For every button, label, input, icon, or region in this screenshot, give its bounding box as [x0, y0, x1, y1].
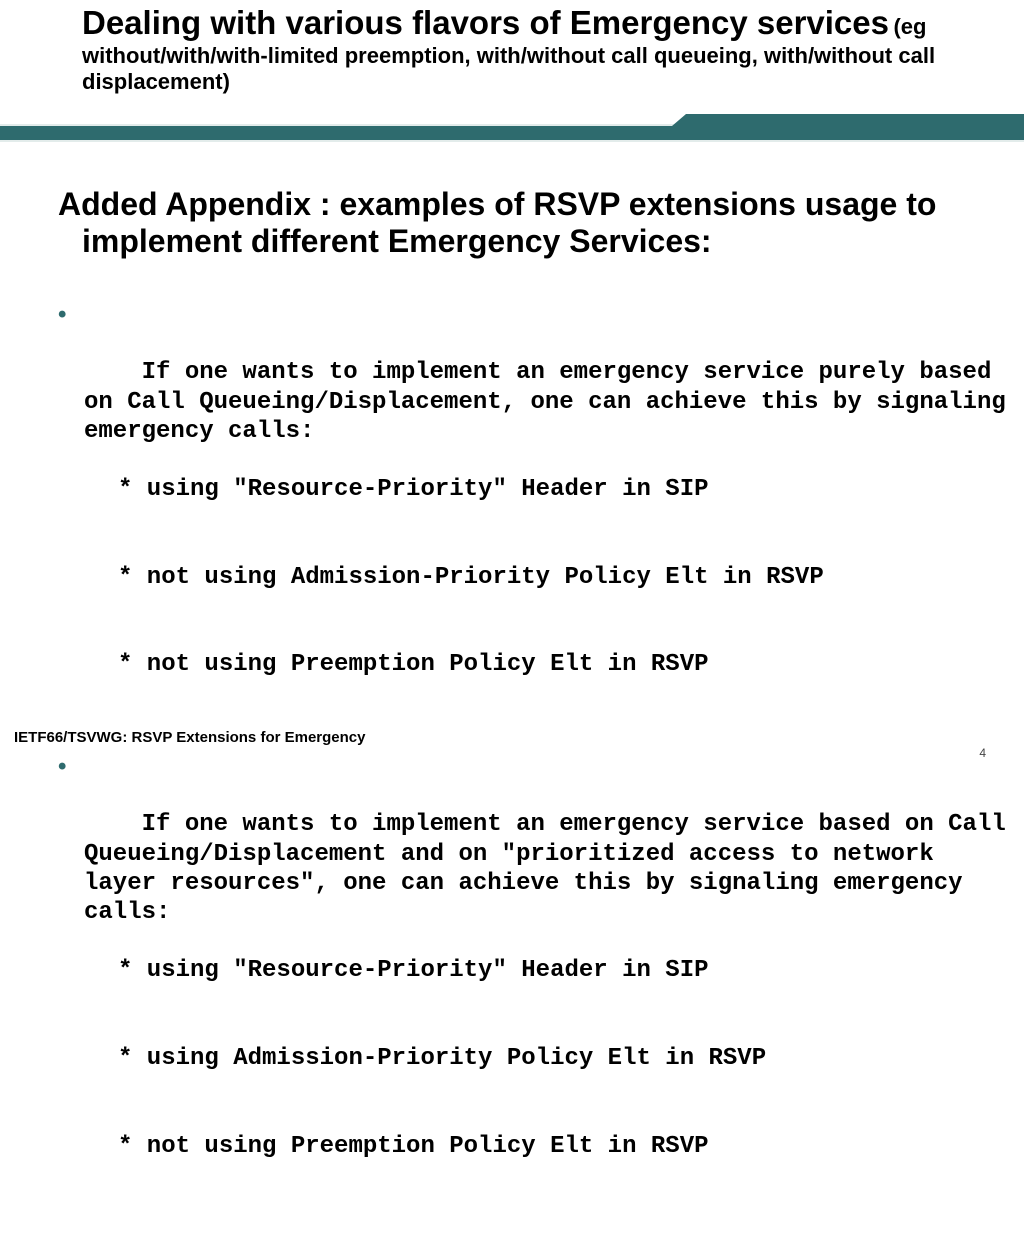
slide-title-sub: (eg without/with/with-limited preemption, with/without call queueing, with/without call displacement) — [82, 14, 936, 94]
bullet-dot-icon: • — [58, 753, 67, 781]
slide-footer: IETF66/TSVWG: RSVP Extensions for Emergency — [14, 729, 366, 746]
bullet-subitem: * using Admission-Priority Policy Elt in RSVP — [118, 1045, 767, 1073]
slide-title — [82, 4, 992, 95]
title-divider-bar — [0, 112, 1024, 142]
bullet-subitem: * not using Preemption Policy Elt in RSVP — [118, 1132, 709, 1160]
bullet-subitem: * using "Resource-Priority" Header in SIP — [118, 957, 709, 985]
bullet-subitem: * using "Resource-Priority" Header in SIP — [118, 476, 709, 504]
bullet-dot-icon: • — [58, 301, 67, 328]
bullet-text: If one wants to implement an emergency service based on Call Queueing/Displacement and on "prioritized access to network layer resources", one can achieve this by signaling emergency calls: — [84, 811, 1021, 927]
section-heading: Added Appendix : examples of RSVP extensions usage to implement different Emergency Services: — [58, 186, 937, 259]
bullet-item — [58, 300, 1021, 738]
bullet-subitem: * not using Admission-Priority Policy Elt in RSVP — [118, 563, 824, 591]
slide-title-main: Dealing with various flavors of Emergency services — [82, 4, 889, 41]
bullet-text: If one wants to implement an emergency service purely based on Call Queueing/Displacement, one can achieve this by signaling emergency calls: — [84, 359, 1021, 445]
bullet-list — [58, 300, 1021, 1233]
page-number: 4 — [979, 746, 986, 760]
bullet-item — [58, 752, 1021, 1219]
bullet-subitem: * not using Preemption Policy Elt in RSVP — [118, 651, 709, 679]
